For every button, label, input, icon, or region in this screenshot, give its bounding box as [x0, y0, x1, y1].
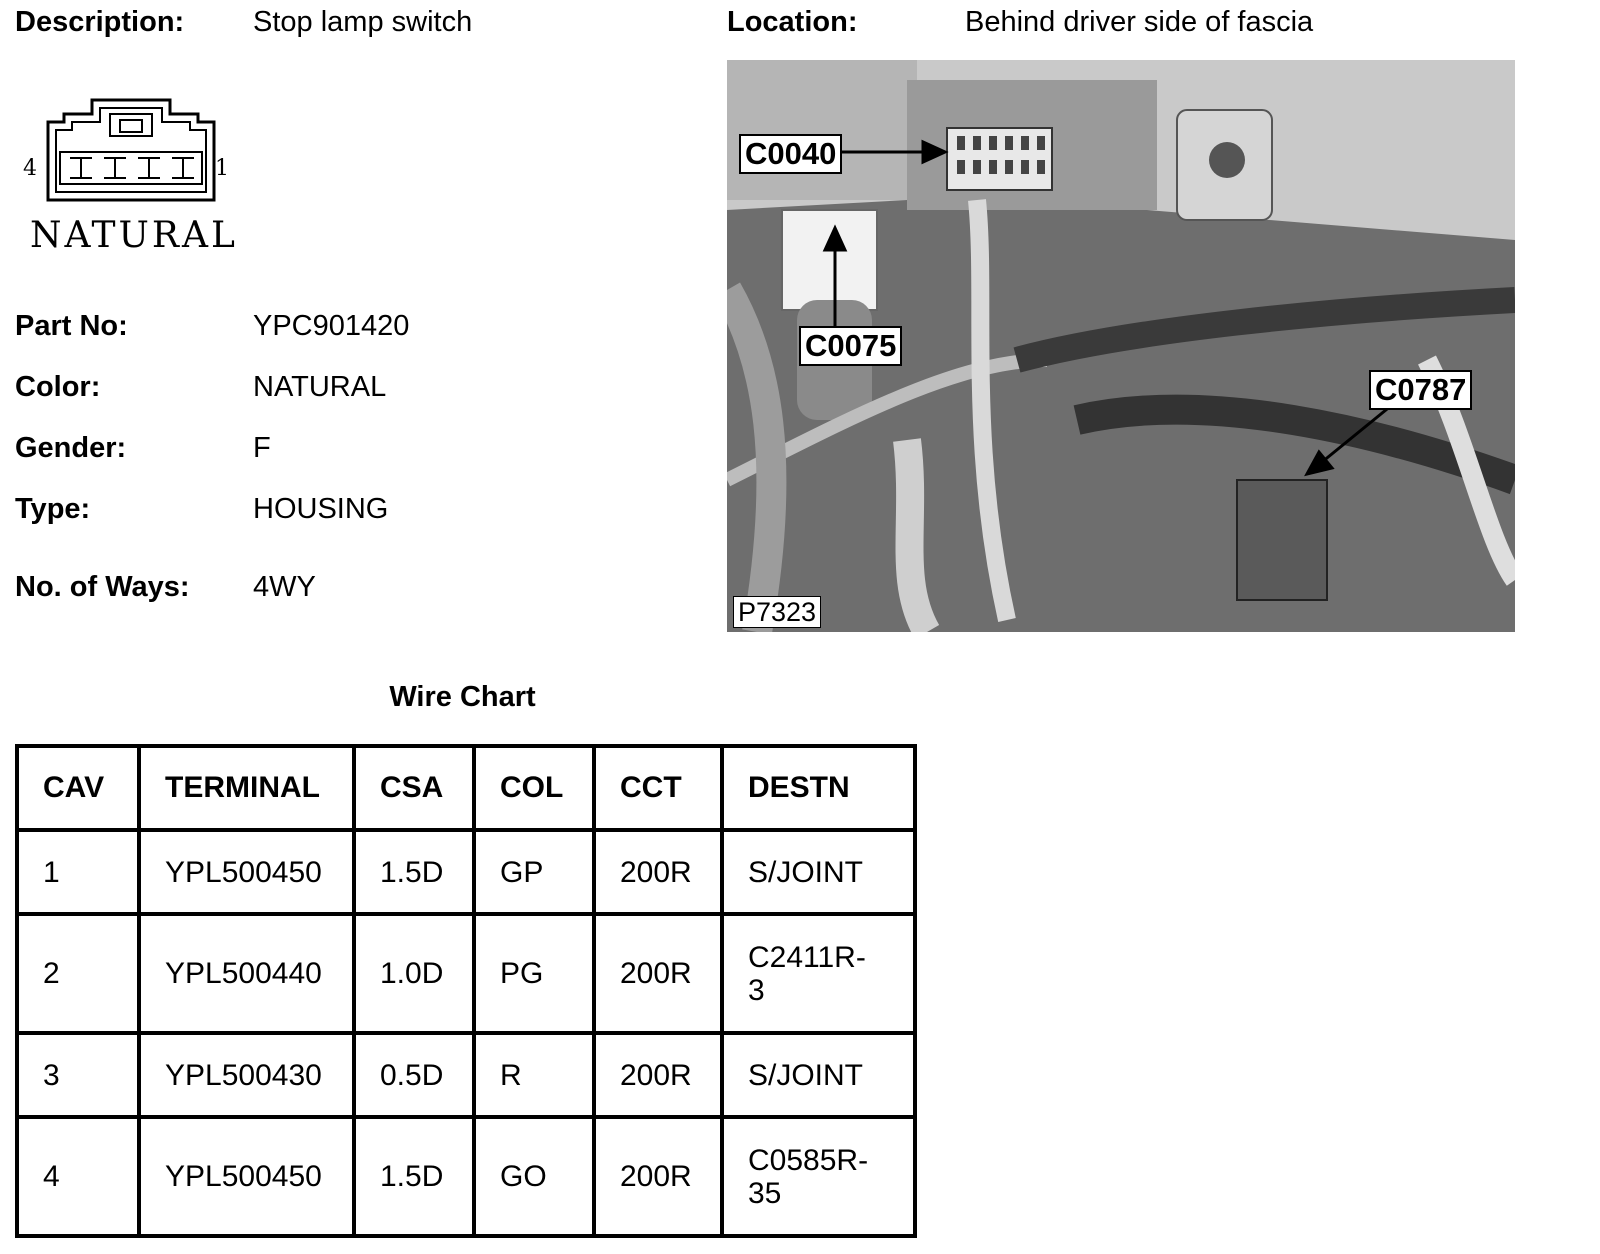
gender-label: Gender:: [15, 432, 127, 464]
table-header-row: [17, 746, 915, 830]
wire-chart-title: Wire Chart: [389, 681, 536, 713]
connector-pin-left: 4: [23, 156, 37, 181]
part-no-value: YPC901420: [253, 310, 410, 342]
cell-csa: 1.5D: [354, 1117, 474, 1236]
cell-cct: 200R: [594, 830, 722, 914]
gender-value: F: [253, 432, 271, 464]
connector-pin-right: 1: [215, 156, 229, 181]
col-header-cct: CCT: [594, 746, 722, 830]
col-header-col: COL: [474, 746, 594, 830]
cell-cav: 3: [17, 1033, 139, 1117]
cell-terminal: YPL500430: [139, 1033, 354, 1117]
type-value: HOUSING: [253, 493, 389, 525]
photo-id: P7323: [733, 596, 821, 628]
color-value: NATURAL: [253, 371, 387, 403]
cell-destn: S/JOINT: [722, 830, 915, 914]
cell-csa: 0.5D: [354, 1033, 474, 1117]
location-label: Location:: [727, 6, 858, 38]
cell-col: R: [474, 1033, 594, 1117]
cell-col: GO: [474, 1117, 594, 1236]
wire-chart-table: [15, 744, 917, 1238]
connector-color-text: NATURAL: [30, 215, 238, 256]
callout-c0075: C0075: [799, 326, 902, 366]
callout-c0787: C0787: [1369, 370, 1472, 410]
table-row: [17, 1117, 915, 1236]
table-row: [17, 830, 915, 914]
location-photo: [727, 60, 1515, 632]
ways-value: 4WY: [253, 571, 316, 603]
cell-cav: 2: [17, 914, 139, 1033]
cell-csa: 1.0D: [354, 914, 474, 1033]
cell-destn: C2411R- 3: [722, 914, 915, 1033]
description-label: Description:: [15, 6, 185, 38]
color-label: Color:: [15, 371, 101, 403]
cell-cav: 4: [17, 1117, 139, 1236]
col-header-terminal: TERMINAL: [139, 746, 354, 830]
part-no-label: Part No:: [15, 310, 128, 342]
col-header-cav: CAV: [17, 746, 139, 830]
type-label: Type:: [15, 493, 91, 525]
cell-cct: 200R: [594, 1117, 722, 1236]
cell-terminal: YPL500450: [139, 1117, 354, 1236]
location-value: Behind driver side of fascia: [965, 6, 1314, 38]
cell-csa: 1.5D: [354, 830, 474, 914]
col-header-csa: CSA: [354, 746, 474, 830]
cell-cav: 1: [17, 830, 139, 914]
callout-c0040: C0040: [739, 134, 842, 174]
cell-col: GP: [474, 830, 594, 914]
ways-label: No. of Ways:: [15, 571, 190, 603]
cell-cct: 200R: [594, 1033, 722, 1117]
description-value: Stop lamp switch: [253, 6, 473, 38]
table-row: [17, 1033, 915, 1117]
cell-col: PG: [474, 914, 594, 1033]
cell-destn: C0585R- 35: [722, 1117, 915, 1236]
table-row: [17, 914, 915, 1033]
cell-terminal: YPL500450: [139, 830, 354, 914]
col-header-destn: DESTN: [722, 746, 915, 830]
cell-destn: S/JOINT: [722, 1033, 915, 1117]
cell-terminal: YPL500440: [139, 914, 354, 1033]
cell-cct: 200R: [594, 914, 722, 1033]
